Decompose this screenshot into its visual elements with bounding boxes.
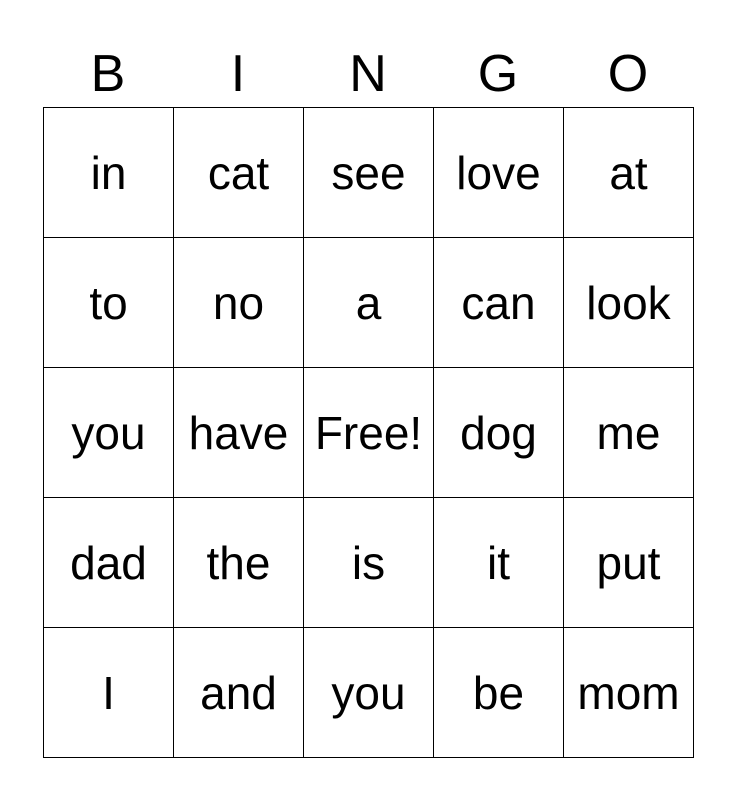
bingo-cell[interactable]: is — [304, 498, 434, 628]
bingo-cell[interactable]: cat — [174, 108, 304, 238]
bingo-cell[interactable]: you — [44, 368, 174, 498]
bingo-cell[interactable]: I — [44, 628, 174, 758]
header-letter-o: O — [607, 45, 649, 103]
bingo-cell[interactable]: look — [564, 238, 694, 368]
bingo-cell[interactable]: and — [174, 628, 304, 758]
bingo-cell[interactable]: mom — [564, 628, 694, 758]
bingo-cell[interactable]: no — [174, 238, 304, 368]
bingo-cell[interactable]: can — [434, 238, 564, 368]
bingo-cell[interactable]: dad — [44, 498, 174, 628]
bingo-cell[interactable]: dog — [434, 368, 564, 498]
bingo-board — [43, 107, 694, 758]
bingo-cell[interactable]: in — [44, 108, 174, 238]
bingo-cell[interactable]: have — [174, 368, 304, 498]
bingo-cell[interactable]: love — [434, 108, 564, 238]
header-letter-n: N — [349, 45, 387, 103]
header-letter-g: G — [477, 45, 519, 103]
bingo-cell[interactable]: the — [174, 498, 304, 628]
bingo-cell[interactable]: be — [434, 628, 564, 758]
header-letter-b: B — [90, 45, 126, 103]
free-space-cell[interactable]: Free! — [304, 368, 434, 498]
bingo-cell[interactable]: see — [304, 108, 434, 238]
bingo-cell[interactable]: put — [564, 498, 694, 628]
bingo-cell[interactable]: me — [564, 368, 694, 498]
bingo-cell[interactable]: you — [304, 628, 434, 758]
header-letter-i: I — [230, 45, 246, 103]
bingo-cell[interactable]: a — [304, 238, 434, 368]
bingo-cell[interactable]: at — [564, 108, 694, 238]
bingo-cell[interactable]: to — [44, 238, 174, 368]
bingo-header — [43, 40, 693, 108]
bingo-cell[interactable]: it — [434, 498, 564, 628]
